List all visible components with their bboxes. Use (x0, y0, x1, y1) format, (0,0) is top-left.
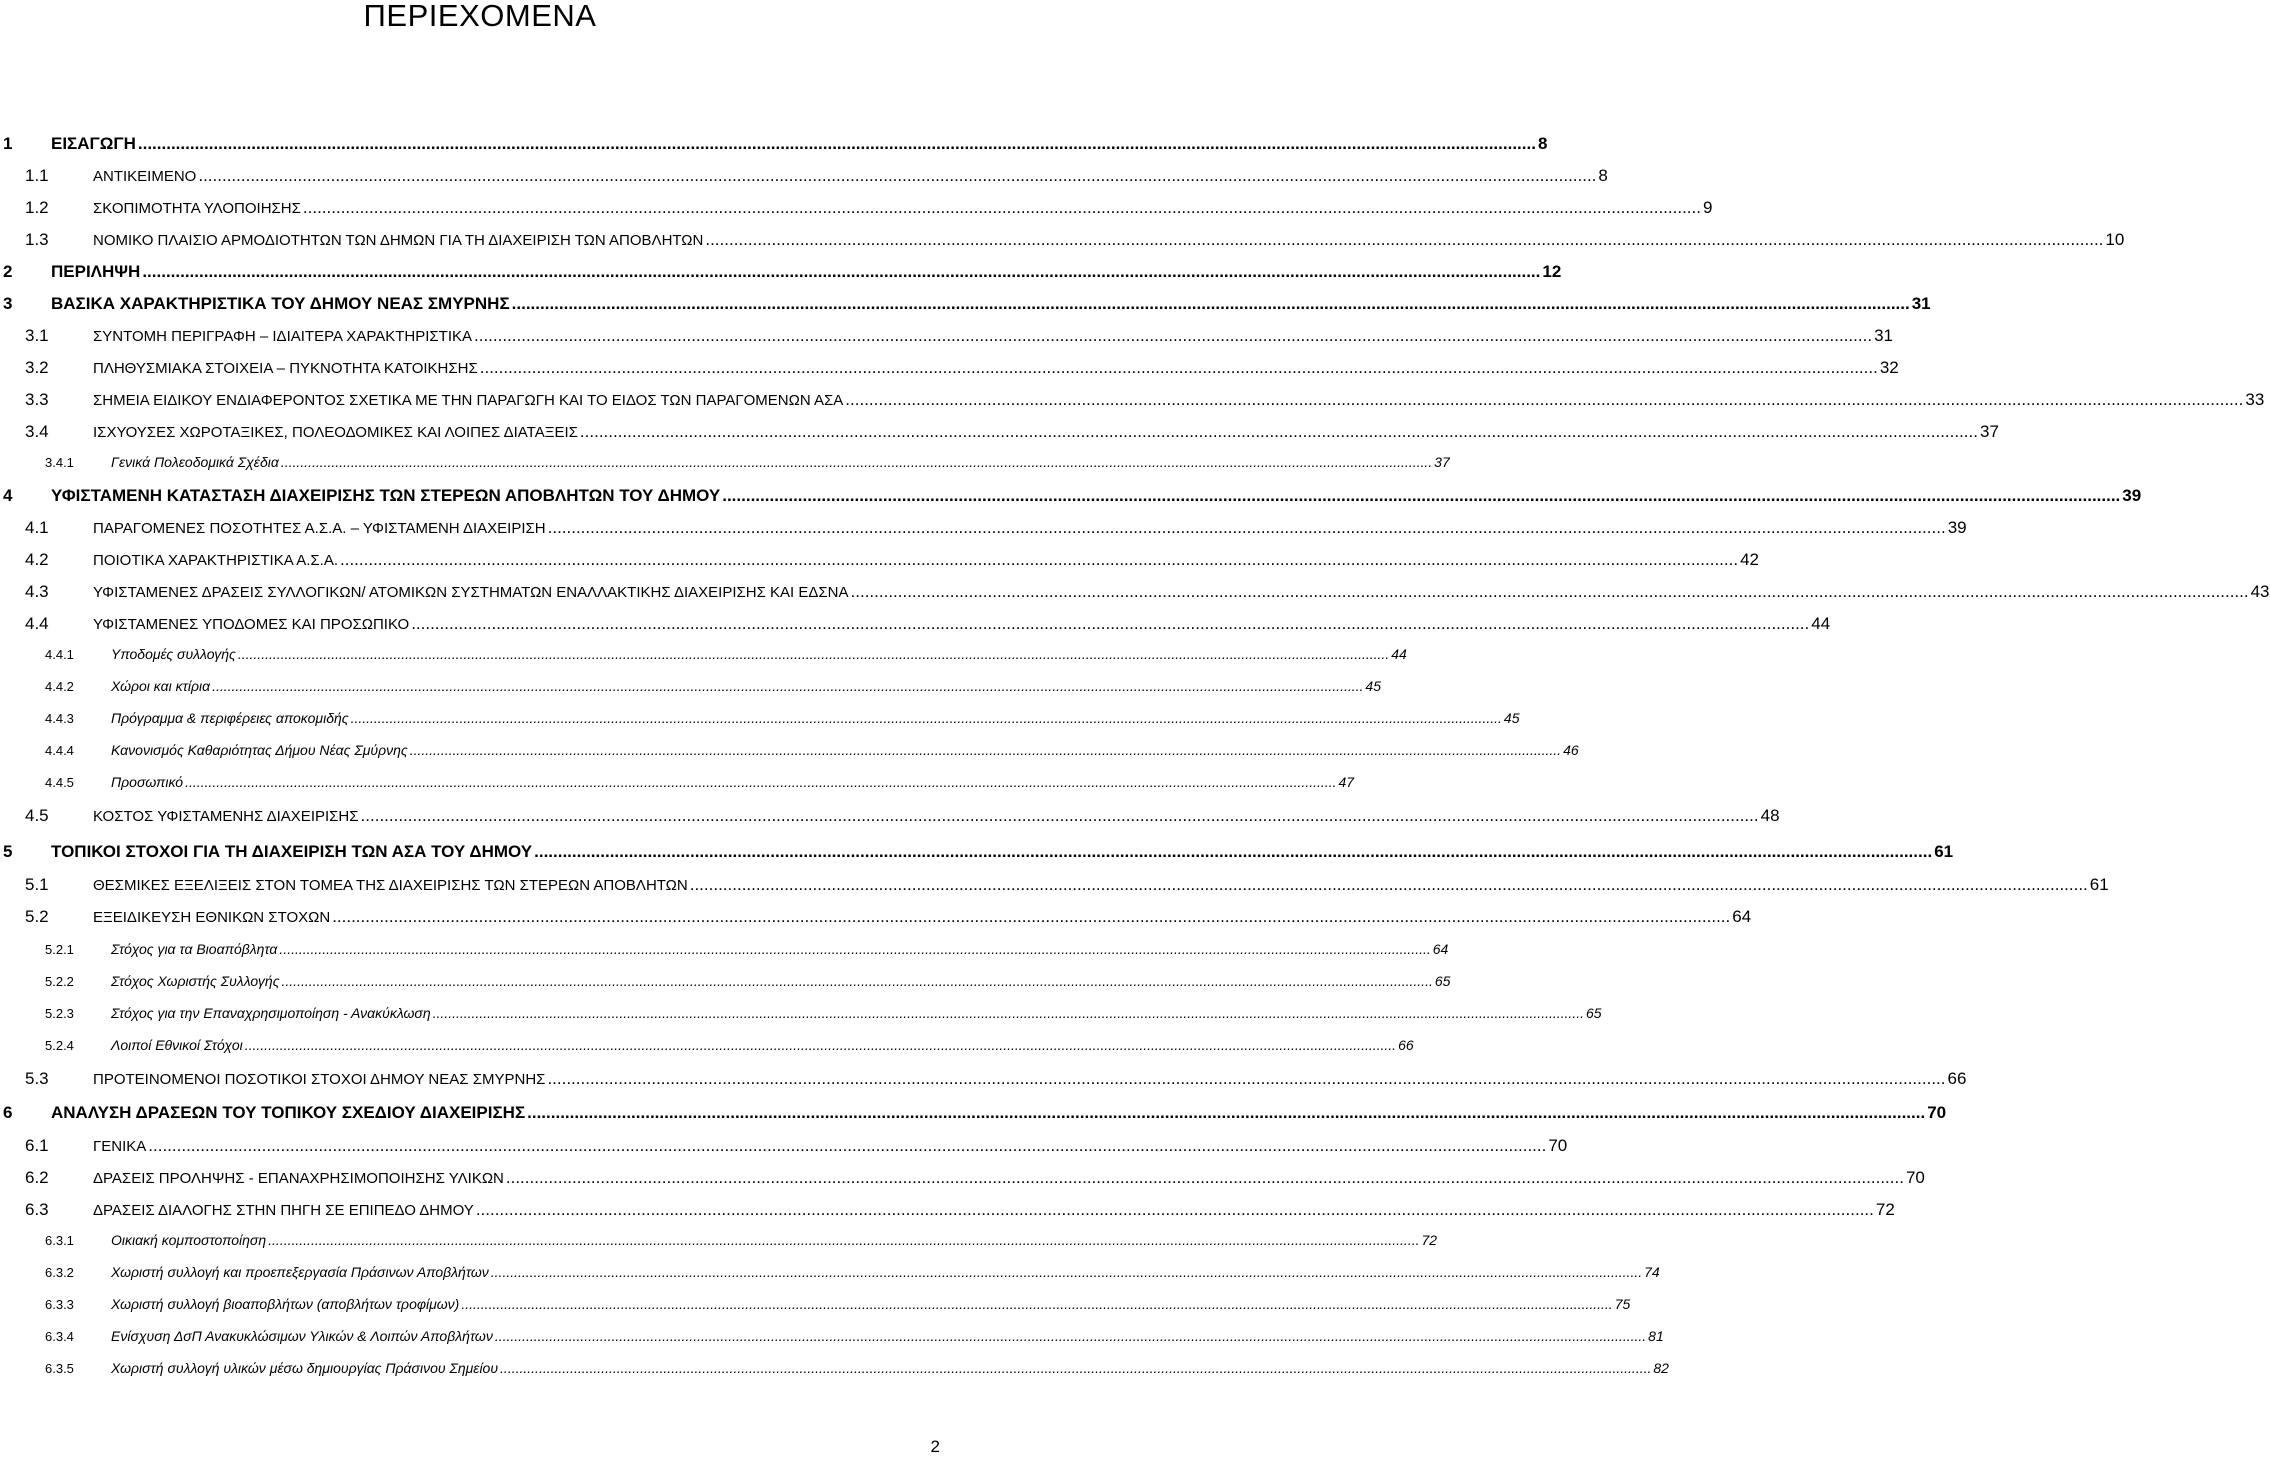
toc-leader-dots (351, 710, 1502, 726)
toc-entry-page: 31 (1911, 294, 1931, 313)
toc-entry-title: ΕΞΕΙΔΙΚΕΥΣΗ ΕΘΝΙΚΩΝ ΣΤΟΧΩΝ (93, 909, 331, 926)
toc-leader-dots (238, 646, 1389, 662)
toc-entry[interactable] (0, 1037, 1414, 1053)
toc-entry-page: 45 (1503, 710, 1520, 726)
toc-entry-page: 39 (2122, 486, 2142, 505)
toc-leader-dots (411, 614, 1809, 634)
toc-entry[interactable] (0, 198, 1713, 218)
toc-entry-number: 3.1 (25, 326, 49, 345)
toc-entry-page: 70 (1548, 1136, 1568, 1155)
toc-entry[interactable] (0, 646, 1407, 662)
toc-entry-number: 6.3.2 (45, 1265, 74, 1280)
toc-leader-dots (547, 1069, 1945, 1089)
toc-entry-number: 6 (3, 1103, 13, 1122)
toc-entry-number: 5 (3, 842, 13, 861)
toc-entry[interactable] (0, 1200, 1895, 1220)
toc-leader-dots (138, 134, 1536, 154)
toc-entry-title: ΥΦΙΣΤΑΜΕΝΕΣ ΔΡΑΣΕΙΣ ΣΥΛΛΟΓΙΚΩΝ/ ΑΤΟΜΙΚΩΝ ΣΥΣΤΗΜΑΤΩΝ ΕΝΑΛΛΑΚΤΙΚΗΣ ΔΙΑΧΕΙΡΙΣΗΣ ΚΑΙ ΕΔΣΝΑ (93, 584, 849, 601)
toc-entry-number: 4.4.3 (45, 711, 74, 726)
toc-entry[interactable] (0, 1103, 1947, 1123)
toc-entry-number: 3 (3, 294, 13, 313)
toc-entry-title: ΠΕΡΙΛΗΨΗ (51, 262, 141, 281)
toc-entry-number: 6.3.5 (45, 1361, 74, 1376)
toc-leader-dots (185, 774, 1336, 790)
toc-entry-title: Πρόγραμμα & περιφέρειες αποκομιδής (111, 710, 349, 726)
toc-leader-dots (851, 582, 2249, 602)
toc-leader-dots (361, 806, 1759, 826)
toc-entry-number: 4.4.5 (45, 775, 74, 790)
toc-entry[interactable] (0, 582, 2270, 602)
toc-entry-title: Χωριστή συλλογή βιοαποβλήτων (αποβλήτων τροφίμων) (111, 1296, 460, 1312)
toc-entry-page: 31 (1874, 326, 1893, 345)
toc-entry[interactable] (0, 1168, 1925, 1188)
toc-entry[interactable] (0, 1328, 1664, 1344)
toc-entry-title: Στόχος για την Επαναχρησιμοποίηση - Ανακύκλωση (111, 1005, 431, 1021)
toc-entry-number: 5.2 (25, 907, 49, 926)
toc-entry[interactable] (0, 326, 1893, 346)
toc-leader-dots (198, 166, 1596, 186)
toc-leader-dots (279, 941, 1430, 957)
toc-entry-page: 44 (1391, 646, 1407, 662)
toc-entry[interactable] (0, 742, 1579, 758)
toc-leader-dots (690, 875, 2088, 895)
toc-entry-number: 1.2 (25, 198, 49, 217)
toc-entry[interactable] (0, 134, 1548, 154)
toc-entry-number: 4.3 (25, 582, 49, 601)
toc-entry-title: ΣΥΝΤΟΜΗ ΠΕΡΙΓΡΑΦΗ – ΙΔΙΑΙΤΕΡΑ ΧΑΡΑΚΤΗΡΙΣΤΙΚΑ (93, 328, 472, 345)
toc-leader-dots (410, 742, 1561, 758)
toc-entry-number: 3.3 (25, 390, 49, 409)
toc-entry-number: 6.3.3 (45, 1297, 74, 1312)
toc-entry[interactable] (0, 294, 1931, 314)
toc-entry-number: 4.5 (25, 806, 49, 825)
toc-entry-title: ΝΟΜΙΚΟ ΠΛΑΙΣΙΟ ΑΡΜΟΔΙΟΤΗΤΩΝ ΤΩΝ ΔΗΜΩΝ ΓΙΑ ΤΗ ΔΙΑΧΕΙΡΙΣΗ ΤΩΝ ΑΠΟΒΛΗΤΩΝ (93, 232, 704, 249)
toc-entry-number: 4.1 (25, 518, 49, 537)
toc-entry[interactable] (0, 875, 2109, 895)
toc-entry-page: 48 (1760, 806, 1780, 825)
toc-entry-number: 6.3 (25, 1200, 49, 1219)
toc-leader-dots (474, 326, 1872, 346)
toc-entry-number: 5.1 (25, 875, 49, 894)
toc-entry-number: 5.2.2 (45, 974, 74, 989)
toc-entry-number: 1 (3, 134, 13, 153)
toc-entry-page: 8 (1598, 166, 1608, 185)
toc-leader-dots (580, 422, 1978, 442)
toc-entry[interactable] (0, 774, 1355, 790)
toc-entry-number: 6.3.1 (45, 1233, 74, 1248)
toc-entry[interactable] (0, 842, 1954, 862)
toc-entry[interactable] (0, 1005, 1602, 1021)
toc-entry-title: ΑΝΤΙΚΕΙΜΕΝΟ (93, 168, 197, 185)
toc-entry-title: Χώροι και κτίρια (111, 678, 211, 694)
toc-leader-dots (245, 1037, 1396, 1053)
toc-entry-title: ΠΛΗΘΥΣΜΙΑΚΑ ΣΤΟΙΧΕΙΑ – ΠΥΚΝΟΤΗΤΑ ΚΑΤΟΙΚΗΣΗΣ (93, 360, 478, 377)
toc-entry-page: 47 (1338, 774, 1355, 790)
toc-entry[interactable] (0, 262, 1562, 282)
toc-leader-dots (527, 1103, 1925, 1123)
toc-entry-page: 61 (2089, 875, 2109, 894)
toc-entry-title: Χωριστή συλλογή υλικών μέσω δημιουργίας Πράσινου Σημείου (111, 1360, 499, 1376)
toc-entry-number: 2 (3, 262, 13, 281)
toc-entry-number: 4.2 (25, 550, 49, 569)
toc-entry-page: 61 (1934, 842, 1954, 861)
toc-leader-dots (845, 390, 2243, 410)
toc-leader-dots (332, 907, 1730, 927)
toc-entry-page: 9 (1702, 198, 1713, 217)
toc-entry-title: Χωριστή συλλογή και προεπεξεργασία Πράσινων Αποβλήτων (111, 1264, 489, 1280)
toc-entry[interactable] (0, 486, 2142, 506)
toc-entry-title: Προσωπικό (111, 774, 184, 790)
toc-entry-page: 8 (1537, 134, 1548, 153)
toc-entry[interactable] (0, 941, 1449, 957)
toc-leader-dots (281, 454, 1432, 470)
toc-entry-title: ΕΙΣΑΓΩΓΗ (51, 134, 136, 153)
toc-entry[interactable] (0, 1264, 1660, 1280)
toc-entry-page: 42 (1740, 550, 1759, 569)
toc-entry-number: 5.2.4 (45, 1038, 74, 1053)
toc-entry[interactable] (0, 1136, 1568, 1156)
toc-entry-title: ΑΝΑΛΥΣΗ ΔΡΑΣΕΩΝ ΤΟΥ ΤΟΠΙΚΟΥ ΣΧΕΔΙΟΥ ΔΙΑΧΕΙΡΙΣΗΣ (51, 1103, 526, 1122)
toc-entry-page: 65 (1585, 1005, 1602, 1021)
toc-entry-number: 3.4 (25, 422, 49, 441)
toc-entry-title: Στόχος για τα Βιοαπόβλητα (111, 941, 278, 957)
toc-entry-title: ΚΟΣΤΟΣ ΥΦΙΣΤΑΜΕΝΗΣ ΔΙΑΧΕΙΡΙΣΗΣ (93, 808, 359, 825)
toc-entry[interactable] (0, 166, 1608, 186)
toc-entry-page: 39 (1947, 518, 1967, 537)
toc-leader-dots (722, 486, 2120, 506)
toc-entry-number: 5.2.3 (45, 1006, 74, 1021)
toc-entry-title: ΠΟΙΟΤΙΚΑ ΧΑΡΑΚΤΗΡΙΣΤΙΚΑ Α.Σ.Α. (93, 552, 339, 569)
toc-entry-number: 5.3 (25, 1069, 49, 1088)
toc-entry[interactable] (0, 230, 2125, 250)
toc-entry-number: 6.3.4 (45, 1329, 74, 1344)
toc-entry[interactable] (0, 422, 1999, 442)
toc-entry-title: Οικιακή κομποστοποίηση (111, 1232, 267, 1248)
toc-entry-page: 32 (1879, 358, 1899, 377)
toc-entry-title: ΔΡΑΣΕΙΣ ΠΡΟΛΗΨΗΣ - ΕΠΑΝΑΧΡΗΣΙΜΟΠΟΙΗΣΗΣ ΥΛΙΚΩΝ (93, 1170, 504, 1187)
toc-entry-page: 66 (1947, 1069, 1967, 1088)
toc-leader-dots (495, 1328, 1646, 1344)
toc-entry-title: ΤΟΠΙΚΟΙ ΣΤΟΧΟΙ ΓΙΑ ΤΗ ΔΙΑΧΕΙΡΙΣΗ ΤΩΝ ΑΣΑ ΤΟΥ ΔΗΜΟΥ (51, 842, 533, 861)
toc-entry-number: 3.4.1 (45, 455, 74, 470)
toc-entry[interactable] (0, 973, 1451, 989)
toc-entry-title: ΣΗΜΕΙΑ ΕΙΔΙΚΟΥ ΕΝΔΙΑΦΕΡΟΝΤΟΣ ΣΧΕΤΙΚΑ ΜΕ ΤΗΝ ΠΑΡΑΓΩΓΗ ΚΑΙ ΤΟ ΕΙΔΟΣ ΤΩΝ ΠΑΡΑΓΟΜΕΝΩΝ ΑΣΑ (93, 392, 844, 409)
toc-entry[interactable] (0, 550, 1759, 570)
toc-leader-dots (142, 262, 1540, 282)
toc-entry-title: ΙΣΧΥΟΥΣΕΣ ΧΩΡΟΤΑΞΙΚΕΣ, ΠΟΛΕΟΔΟΜΙΚΕΣ ΚΑΙ ΛΟΙΠΕΣ ΔΙΑΤΑΞΕΙΣ (93, 424, 578, 441)
toc-entry-page: 37 (1979, 422, 1999, 441)
toc-leader-dots (491, 1264, 1642, 1280)
toc-entry-number: 4.4 (25, 614, 49, 633)
toc-leader-dots (212, 678, 1363, 694)
toc-entry-title: Γενικά Πολεοδομικά Σχέδια (111, 454, 279, 470)
toc-leader-dots (268, 1232, 1419, 1248)
toc-entry-title: ΥΦΙΣΤΑΜΕΝΗ ΚΑΤΑΣΤΑΣΗ ΔΙΑΧΕΙΡΙΣΗΣ ΤΩΝ ΣΤΕΡΕΩΝ ΑΠΟΒΛΗΤΩΝ ΤΟΥ ΔΗΜΟΥ (51, 486, 721, 505)
toc-entry-number: 5.2.1 (45, 942, 74, 957)
toc-entry[interactable] (0, 1296, 1631, 1312)
toc-entry-number: 4 (3, 486, 13, 505)
page-title: ΠΕΡΙΕΧΟΜΕΝΑ (363, 0, 597, 33)
toc-entry[interactable] (0, 454, 1450, 470)
toc-entry-number: 4.4.2 (45, 679, 74, 694)
toc-entry-title: ΒΑΣΙΚΑ ΧΑΡΑΚΤΗΡΙΣΤΙΚΑ ΤΟΥ ΔΗΜΟΥ ΝΕΑΣ ΣΜΥΡΝΗΣ (51, 294, 510, 313)
toc-entry-title: ΠΡΟΤΕΙΝΟΜΕΝΟΙ ΠΟΣΟΤΙΚΟΙ ΣΤΟΧΟΙ ΔΗΜΟΥ ΝΕΑΣ ΣΜΥΡΝΗΣ (93, 1071, 546, 1088)
toc-entry-title: ΘΕΣΜΙΚΕΣ ΕΞΕΛΙΞΕΙΣ ΣΤΟΝ ΤΟΜΕΑ ΤΗΣ ΔΙΑΧΕΙΡΙΣΗΣ ΤΩΝ ΣΤΕΡΕΩΝ ΑΠΟΒΛΗΤΩΝ (93, 877, 688, 894)
toc-entry-page: 64 (1432, 941, 1449, 957)
toc-entry-page: 10 (2105, 230, 2125, 249)
toc-entry[interactable] (0, 1069, 1967, 1089)
toc-entry-page: 70 (1927, 1103, 1947, 1122)
toc-entry[interactable] (0, 806, 1780, 826)
toc-entry-number: 1.1 (25, 166, 49, 185)
toc-leader-dots (534, 842, 1932, 862)
toc-entry-page: 72 (1421, 1232, 1438, 1248)
toc-entry-number: 4.4.1 (45, 647, 74, 662)
toc-leader-dots (340, 550, 1738, 570)
toc-entry-page: 82 (1653, 1360, 1669, 1376)
toc-entry-title: Ενίσχυση ΔσΠ Ανακυκλώσιμων Υλικών & Λοιπών Αποβλήτων (111, 1328, 493, 1344)
toc-entry-page: 81 (1648, 1328, 1664, 1344)
toc-leader-dots (461, 1296, 1612, 1312)
toc-entry-title: ΣΚΟΠΙΜΟΤΗΤΑ ΥΛΟΠΟΙΗΣΗΣ (93, 200, 301, 217)
toc-entry-page: 12 (1542, 262, 1562, 281)
toc-entry-title: Λοιποί Εθνικοί Στόχοι (111, 1037, 243, 1053)
toc-entry-title: ΔΡΑΣΕΙΣ ΔΙΑΛΟΓΗΣ ΣΤΗΝ ΠΗΓΗ ΣΕ ΕΠΙΠΕΔΟ ΔΗΜΟΥ (93, 1202, 474, 1219)
toc-leader-dots (282, 973, 1433, 989)
page-number: 2 (930, 1437, 940, 1456)
toc-entry[interactable] (0, 518, 1967, 538)
toc-leader-dots (480, 358, 1878, 378)
toc-leader-dots (476, 1200, 1874, 1220)
toc-entry-page: 65 (1434, 973, 1451, 989)
toc-entry-number: 6.1 (25, 1136, 49, 1155)
toc-entry-page: 74 (1644, 1264, 1660, 1280)
toc-entry-title: Κανονισμός Καθαριότητας Δήμου Νέας Σμύρνης (111, 742, 408, 758)
toc-leader-dots (506, 1168, 1904, 1188)
toc-entry[interactable] (0, 678, 1381, 694)
toc-entry-page: 43 (2250, 582, 2270, 601)
toc-entry[interactable] (0, 390, 2265, 410)
toc-entry[interactable] (0, 614, 1831, 634)
toc-entry-number: 4.4.4 (45, 743, 74, 758)
toc-entry[interactable] (0, 1360, 1669, 1376)
toc-entry[interactable] (0, 358, 1899, 378)
toc-leader-dots (433, 1005, 1584, 1021)
toc-leader-dots (512, 294, 1910, 314)
toc-leader-dots (303, 198, 1701, 218)
toc-entry-page: 70 (1905, 1168, 1925, 1187)
toc-entry-page: 46 (1563, 742, 1579, 758)
toc-entry-title: ΓΕΝΙΚΑ (93, 1138, 147, 1155)
toc-entry-title: ΠΑΡΑΓΟΜΕΝΕΣ ΠΟΣΟΤΗΤΕΣ Α.Σ.Α. – ΥΦΙΣΤΑΜΕΝΗ ΔΙΑΧΕΙΡΙΣΗ (93, 520, 546, 537)
toc-entry-title: Στόχος Χωριστής Συλλογής (111, 973, 280, 989)
toc-entry-number: 6.2 (25, 1168, 49, 1187)
toc-entry-page: 72 (1875, 1200, 1895, 1219)
toc-entry-title: ΥΦΙΣΤΑΜΕΝΕΣ ΥΠΟΔΟΜΕΣ ΚΑΙ ΠΡΟΣΩΠΙΚΟ (93, 616, 410, 633)
toc-entry[interactable] (0, 710, 1520, 726)
toc-entry-number: 3.2 (25, 358, 49, 377)
toc-entry-page: 37 (1434, 454, 1450, 470)
toc-entry-page: 44 (1811, 614, 1831, 633)
toc-entry-page: 75 (1614, 1296, 1631, 1312)
toc-entry-page: 45 (1365, 678, 1381, 694)
toc-leader-dots (548, 518, 1946, 538)
toc-leader-dots (148, 1136, 1546, 1156)
toc-entry[interactable] (0, 907, 1752, 927)
toc-leader-dots (705, 230, 2103, 250)
toc-entry-number: 1.3 (25, 230, 49, 249)
toc-entry-page: 64 (1732, 907, 1752, 926)
toc-entry-page: 33 (2245, 390, 2265, 409)
toc-entry[interactable] (0, 1232, 1438, 1248)
toc-entry-page: 66 (1398, 1037, 1414, 1053)
toc-leader-dots (500, 1360, 1651, 1376)
toc-entry-title: Υποδομές συλλογής (111, 646, 236, 662)
